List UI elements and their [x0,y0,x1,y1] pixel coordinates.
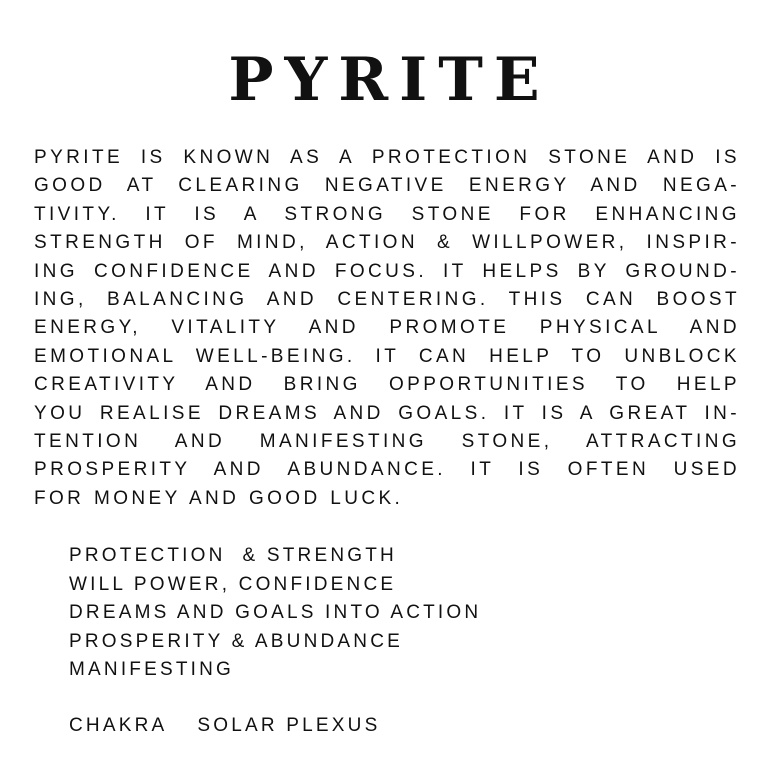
page-title: PYRITE [228,45,551,115]
chakra-value: SOLAR PLEXUS [197,715,381,736]
description-line: CREATIVITY AND BRING OPPORTUNITIES TO HELP [34,374,740,396]
description-line: ENERGY, VITALITY AND PROMOTE PHYSICAL AND [34,317,740,339]
description-line: STRENGTH OF MIND, ACTION & WILLPOWER, INSPIR- [34,232,740,254]
description-line: YOU REALISE DREAMS AND GOALS. IT IS A GREAT IN- [34,402,740,424]
description-line: PYRITE IS KNOWN AS A PROTECTION STONE AND IS [34,147,740,168]
property-item: MANIFESTING [69,659,235,680]
properties-list [69,542,481,685]
description-line: TIVITY. IT IS A STRONG STONE FOR ENHANCING [34,203,740,225]
property-item: PROTECTION & STRENGTH [69,545,397,566]
property-item: PROSPERITY & ABUNDANCE [69,630,404,652]
description-line: GOOD AT CLEARING NEGATIVE ENERGY AND NEGA- [34,175,740,197]
description-line: FOR MONEY AND GOOD LUCK. [34,487,404,509]
property-item: DREAMS AND GOALS INTO ACTION [69,602,482,623]
description-line: TENTION AND MANIFESTING STONE, ATTRACTING [34,430,740,452]
description-paragraph [34,144,740,513]
description-line: EMOTIONAL WELL-BEING. IT CAN HELP TO UNBLOCK [34,345,740,367]
description-line: ING, BALANCING AND CENTERING. THIS CAN BOOST [34,288,740,310]
description-line: PROSPERITY AND ABUNDANCE. IT IS OFTEN USED [34,459,740,481]
property-item: WILL POWER, CONFIDENCE [69,573,397,595]
description-line: ING CONFIDENCE AND FOCUS. IT HELPS BY GROUND- [34,260,740,282]
chakra-label: CHAKRA [69,715,168,736]
chakra-row [69,712,380,740]
